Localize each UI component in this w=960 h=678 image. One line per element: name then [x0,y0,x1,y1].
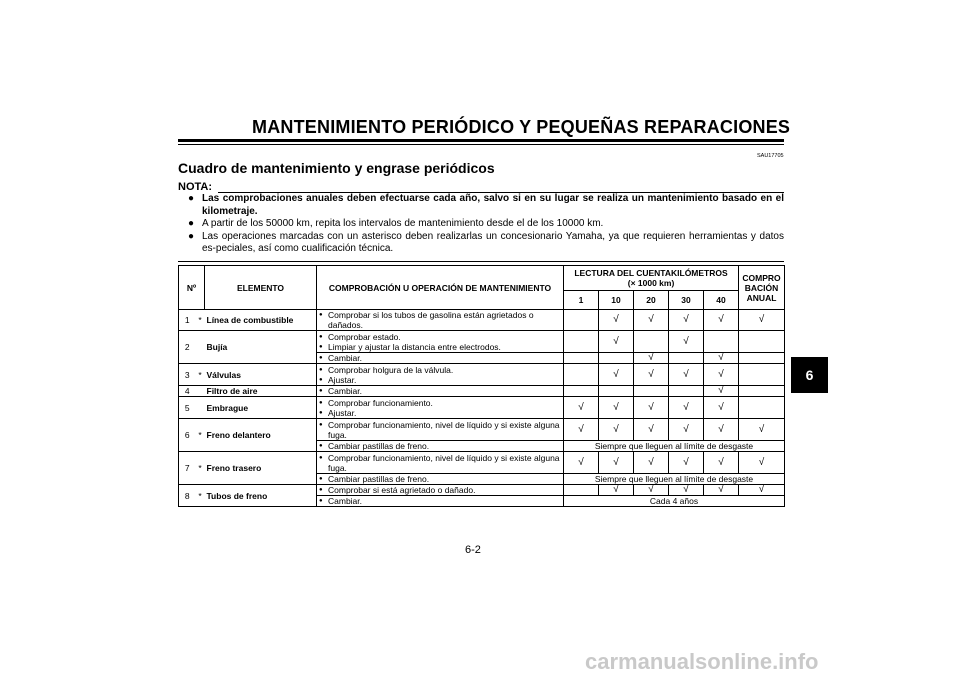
note-text: Las operaciones marcadas con un asterisco deben realizarlas un concesionario Yamaha, ya que requieren herramientas y datos es-peciales, así como cualificación técnica. [202,230,784,254]
empty-cell [669,386,704,397]
header-km-30: 30 [669,291,704,310]
operation-cell [317,441,564,452]
operation-item: ● Comprobar si los tubos de gasolina están agrietados o dañados. [319,310,561,330]
operation-cell [317,386,564,397]
header-odometer [564,266,739,291]
empty-cell [739,353,785,364]
operation-list [319,353,561,363]
operation-cell [317,397,564,419]
bullet-icon: ● [188,193,195,204]
operation-list [319,332,561,352]
note-item [188,218,784,231]
check-mark-cell: √ [634,485,669,496]
operation-cell [317,485,564,496]
check-mark-cell: √ [634,310,669,331]
empty-cell [564,386,599,397]
operation-list [319,420,561,440]
empty-cell [634,331,669,353]
header-km-10: 10 [599,291,634,310]
asterisk-mark [196,397,205,419]
empty-cell [564,353,599,364]
operation-cell [317,419,564,441]
page-title: MANTENIMIENTO PERIÓDICO Y PEQUEÑAS REPARACIONES [252,117,791,137]
check-mark-cell: √ [669,310,704,331]
page-number: 6-2 [465,544,481,556]
asterisk-mark: * [196,419,205,452]
note-separator [178,261,784,262]
note-label: NOTA: [178,181,213,193]
operation-cell [317,353,564,364]
check-mark-cell: √ [634,419,669,441]
operation-item: ● Comprobar estado. [319,332,561,342]
check-mark-cell: √ [564,419,599,441]
operation-cell [317,474,564,485]
item-number: 4 [179,386,196,397]
operation-list [319,453,561,473]
table-row [179,310,785,331]
title-rule-thick [178,139,784,142]
check-mark-cell: √ [704,452,739,474]
check-mark-cell: √ [669,485,704,496]
empty-cell [739,386,785,397]
empty-cell [704,331,739,353]
item-number: 3 [179,364,196,386]
check-mark-cell: √ [739,452,785,474]
table-row [179,397,785,419]
operation-item: ● Comprobar si está agrietado o dañado. [319,485,561,495]
empty-cell [739,364,785,386]
operation-list [319,365,561,385]
operation-item: ● Cambiar. [319,386,561,396]
operation-list [319,441,561,451]
chapter-tab: 6 [791,357,828,393]
item-number: 2 [179,331,196,364]
check-mark-cell: √ [704,386,739,397]
asterisk-mark: * [196,485,205,507]
check-mark-cell: √ [669,419,704,441]
item-element: Válvulas [205,364,317,386]
document-code: SAU17705 [757,153,784,159]
operation-item: ● Cambiar. [319,496,561,506]
operation-item: ● Comprobar funcionamiento, nivel de líquido y si existe alguna fuga. [319,420,561,440]
empty-cell [599,386,634,397]
check-mark-cell: √ [739,310,785,331]
check-mark-cell: √ [634,397,669,419]
operation-item: ● Limpiar y ajustar la distancia entre electrodos. [319,342,561,352]
check-mark-cell: √ [634,364,669,386]
note-list [188,193,784,256]
operation-list [319,310,561,330]
operation-list [319,386,561,396]
check-mark-cell: √ [739,419,785,441]
item-element: Embrague [205,397,317,419]
item-element: Tubos de freno [205,485,317,507]
item-element: Bujía [205,331,317,364]
operation-item: ● Cambiar pastillas de freno. [319,474,561,484]
check-mark-cell: √ [704,364,739,386]
bullet-icon: ● [188,230,195,242]
check-mark-cell: √ [599,310,634,331]
operation-cell [317,331,564,353]
item-number: 6 [179,419,196,452]
item-element: Línea de combustible [205,310,317,331]
header-odometer-line1: LECTURA DEL CUENTAKILÓMETROS [574,268,728,278]
interval-span-cell: Siempre que lleguen al límite de desgaste [564,474,785,485]
item-number: 8 [179,485,196,507]
check-mark-cell: √ [599,485,634,496]
operation-cell [317,496,564,507]
asterisk-mark [196,386,205,397]
empty-cell [634,386,669,397]
operation-cell [317,364,564,386]
operation-item: ● Comprobar funcionamiento. [319,398,561,408]
note-text: Las comprobaciones anuales deben efectuarse cada año, salvo si en su lugar se realiza un mantenimiento basado en el kilometraje. [202,193,784,217]
header-km-40: 40 [704,291,739,310]
check-mark-cell: √ [704,353,739,364]
asterisk-mark: * [196,364,205,386]
empty-cell [739,331,785,353]
header-operation: COMPROBACIÓN U OPERACIÓN DE MANTENIMIENTO [317,266,564,310]
check-mark-cell: √ [599,419,634,441]
check-mark-cell: √ [599,364,634,386]
note-item [188,231,784,256]
check-mark-cell: √ [704,419,739,441]
check-mark-cell: √ [669,397,704,419]
check-mark-cell: √ [704,397,739,419]
check-mark-cell: √ [669,331,704,353]
title-rule-thin [178,144,784,145]
check-mark-cell: √ [564,452,599,474]
header-km-20: 20 [634,291,669,310]
empty-cell [564,310,599,331]
check-mark-cell: √ [634,353,669,364]
check-mark-cell: √ [704,485,739,496]
operation-list [319,485,561,495]
empty-cell [564,364,599,386]
operation-cell [317,310,564,331]
operation-list [319,398,561,418]
interval-span-cell: Siempre que lleguen al límite de desgaste [564,441,785,452]
check-mark-cell: √ [599,331,634,353]
table-row [179,364,785,386]
maintenance-table [178,265,785,507]
table-row [179,485,785,496]
header-element: ELEMENTO [205,266,317,310]
header-num: Nº [179,266,205,310]
section-title: Cuadro de mantenimiento y engrase periódicos [178,160,495,176]
operation-cell [317,452,564,474]
check-mark-cell: √ [739,485,785,496]
header-annual: COMPRO BACIÓN ANUAL [739,266,785,310]
asterisk-mark [196,331,205,364]
item-element: Freno delantero [205,419,317,452]
item-number: 7 [179,452,196,485]
empty-cell [669,353,704,364]
table-row [179,331,785,353]
operation-item: ● Ajustar. [319,408,561,418]
table-row [179,452,785,474]
check-mark-cell: √ [704,310,739,331]
operation-item: ● Cambiar. [319,353,561,363]
operation-item: ● Ajustar. [319,375,561,385]
asterisk-mark: * [196,452,205,485]
empty-cell [599,353,634,364]
operation-item: ● Comprobar holgura de la válvula. [319,365,561,375]
note-item [188,193,784,218]
empty-cell [564,485,599,496]
table-row [179,419,785,441]
check-mark-cell: √ [599,452,634,474]
check-mark-cell: √ [599,397,634,419]
table-row [179,386,785,397]
operation-item: ● Comprobar funcionamiento, nivel de líquido y si existe alguna fuga. [319,453,561,473]
operation-list [319,496,561,506]
check-mark-cell: √ [669,364,704,386]
item-element: Filtro de aire [205,386,317,397]
asterisk-mark: * [196,310,205,331]
item-element: Freno trasero [205,452,317,485]
interval-span-cell: Cada 4 años [564,496,785,507]
check-mark-cell: √ [669,452,704,474]
watermark: carmanualsonline.info [585,649,819,674]
header-km-1: 1 [564,291,599,310]
bullet-icon: ● [188,218,195,229]
item-number: 5 [179,397,196,419]
empty-cell [564,331,599,353]
empty-cell [739,397,785,419]
operation-list [319,474,561,484]
note-text: A partir de los 50000 km, repita los intervalos de mantenimiento desde el de los 10000 km. [202,218,604,229]
operation-item: ● Cambiar pastillas de freno. [319,441,561,451]
check-mark-cell: √ [564,397,599,419]
item-number: 1 [179,310,196,331]
check-mark-cell: √ [634,452,669,474]
header-odometer-line2: (× 1000 km) [627,278,675,288]
